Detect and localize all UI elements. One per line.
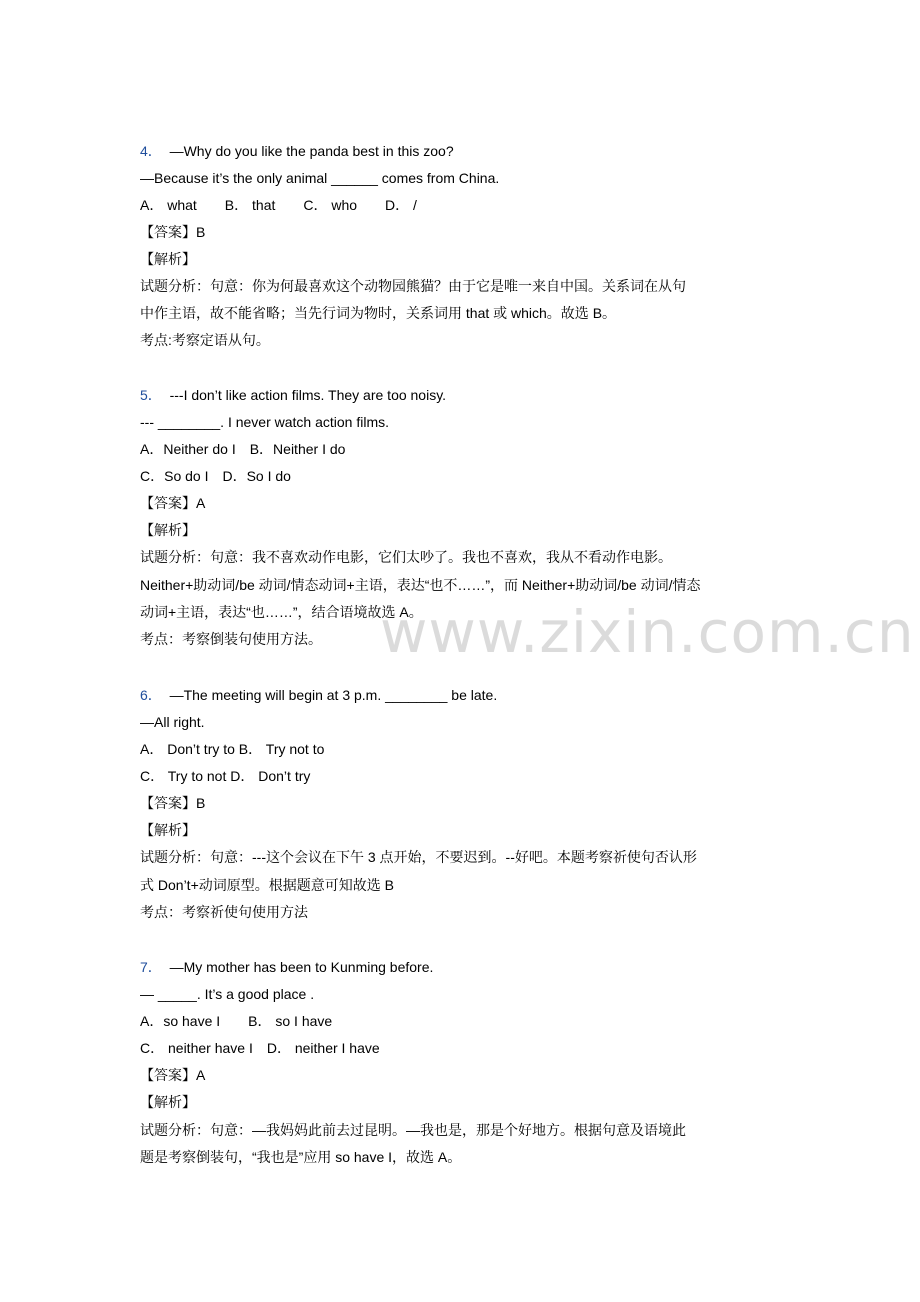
q4-analysis-line-2: 中作主语，故不能省略；当先行词为物时，关系词用 that 或 which。故选 B。	[140, 305, 617, 321]
q6-stem-line	[140, 686, 785, 704]
q6-analysis-label: 【解析】	[140, 822, 196, 838]
q6-number: 6．	[140, 687, 162, 703]
q6-line2: —All right.	[140, 714, 205, 730]
q7-number: 7．	[140, 959, 162, 975]
q4-stem: —Why do you like the panda best in this zoo?	[169, 143, 454, 159]
q7-stem: —My mother has been to Kunming before.	[169, 959, 434, 975]
q5-stem-line	[140, 386, 785, 404]
q5-number: 5．	[140, 387, 162, 403]
q5-analysis-line-2: Neither+助动词/be 动词/情态动词+主语，表达“也不……”，而 Neither+助动词/be 动词/情态	[140, 577, 701, 593]
q6-stem: —The meeting will begin at 3 p.m. ________ be late.	[169, 687, 498, 703]
q7-answer: 【答案】A	[140, 1067, 206, 1083]
q5-point: 考点：考察倒装句使用方法。	[140, 631, 322, 647]
q5-analysis-label: 【解析】	[140, 522, 196, 538]
q7-analysis-label: 【解析】	[140, 1094, 196, 1110]
q7-analysis-line-1: 试题分析：句意：—我妈妈此前去过昆明。—我也是，那是个好地方。根据句意及语境此	[140, 1122, 686, 1138]
q6-point: 考点：考察祈使句使用方法	[140, 904, 308, 920]
q7-options-2: C． neither have I D． neither I have	[140, 1040, 380, 1056]
q5-analysis-line-1: 试题分析：句意：我不喜欢动作电影，它们太吵了。我也不喜欢，我从不看动作电影。	[140, 549, 672, 565]
q5-options-1: A．Neither do I B．Neither I do	[140, 441, 346, 457]
q5-stem: ---I don’t like action films. They are too noisy.	[169, 387, 447, 403]
q4-line2: —Because it’s the only animal ______ comes from China.	[140, 170, 500, 186]
q4-analysis-label: 【解析】	[140, 251, 196, 267]
q4-stem-line	[140, 142, 785, 160]
q5-options-2: C．So do I D．So I do	[140, 468, 291, 484]
q7-analysis-line-2: 题是考察倒装句，“我也是”应用 so have I，故选 A。	[140, 1149, 462, 1165]
q4-options: A． what B． that C． who D． /	[140, 197, 417, 213]
q6-analysis-line-1: 试题分析：句意：---这个会议在下午 3 点开始，不要迟到。--好吧。本题考察祈使句否认形	[140, 849, 697, 865]
q6-options-1: A． Don’t try to B． Try not to	[140, 741, 325, 757]
q4-point: 考点:考察定语从句。	[140, 332, 270, 348]
q7-options-1: A．so have I B． so I have	[140, 1013, 333, 1029]
q5-analysis-line-3: 动词+主语，表达“也……”，结合语境故选 A。	[140, 604, 423, 620]
q7-stem-line	[140, 958, 785, 976]
q4-number: 4．	[140, 143, 162, 159]
q6-analysis-line-2: 式 Don’t+动词原型。根据题意可知故选 B	[140, 877, 394, 893]
q7-line2: — _____. It’s a good place .	[140, 986, 315, 1002]
q6-options-2: C． Try to not D． Don’t try	[140, 768, 311, 784]
q5-answer: 【答案】A	[140, 495, 206, 511]
watermark: www.zixin.com.cn	[380, 598, 915, 666]
q5-line2: --- ________. I never watch action films.	[140, 414, 390, 430]
q6-answer: 【答案】B	[140, 795, 206, 811]
q4-analysis-line-1: 试题分析：句意：你为何最喜欢这个动物园熊猫？由于它是唯一来自中国。关系词在从句	[140, 278, 686, 294]
q4-answer: 【答案】B	[140, 224, 206, 240]
